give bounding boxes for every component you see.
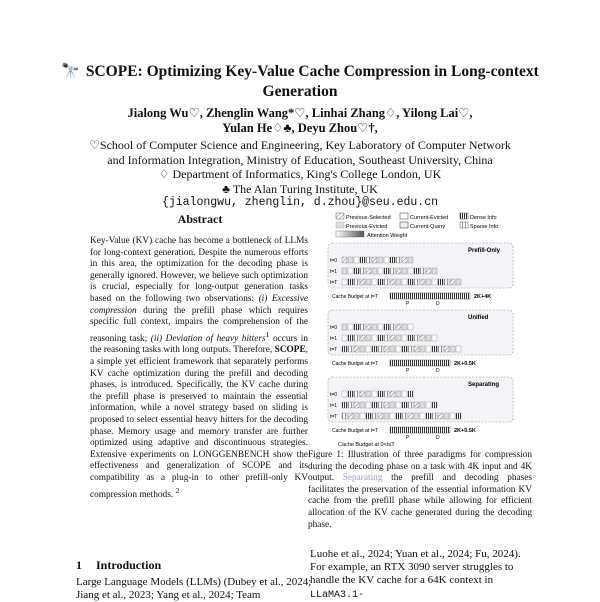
budget-size: 2K+0.5K	[454, 361, 476, 367]
affiliation-kcl: ♢ Department of Informatics, King's College London, UK	[158, 167, 442, 181]
cache-cell	[366, 402, 371, 408]
cache-cell	[414, 279, 419, 285]
cache-cell	[396, 346, 401, 352]
abstract-observation-1: (i) Excessive compression	[90, 293, 308, 316]
cache-cell	[420, 346, 425, 352]
cache-cell	[384, 335, 389, 341]
section-title: Introduction	[96, 558, 162, 572]
cache-cell	[354, 324, 359, 330]
abstract-heading: Abstract	[177, 212, 223, 226]
cache-cell	[366, 279, 371, 285]
cache-cell	[444, 279, 449, 285]
cache-cell	[408, 257, 413, 263]
cache-cell	[450, 346, 455, 352]
caption-highlight: Separating	[342, 473, 383, 484]
cache-cell	[408, 346, 413, 352]
cache-cell	[342, 279, 347, 285]
cache-cell	[402, 346, 407, 352]
cache-cell	[378, 268, 383, 274]
cache-cell	[348, 324, 353, 330]
cache-cell	[432, 402, 437, 408]
cache-cell	[402, 335, 407, 341]
cache-cell	[378, 279, 383, 285]
cache-cell	[432, 413, 437, 419]
cache-cell	[378, 335, 383, 341]
cache-cell	[402, 257, 407, 263]
cache-cell	[438, 346, 443, 352]
cache-cell	[354, 346, 359, 352]
cache-cell	[348, 257, 353, 263]
axis-label: P	[406, 301, 410, 307]
cache-cell	[414, 413, 419, 419]
budget-label: Cache Budget at t=T	[332, 428, 379, 434]
cache-cell	[408, 402, 413, 408]
axis-label: D	[436, 368, 440, 374]
row-label: t=T	[330, 280, 338, 286]
cache-cell	[372, 346, 377, 352]
budget-size: 2K+4K	[474, 294, 492, 300]
section-heading-introduction	[76, 558, 161, 573]
figure-caption	[308, 450, 532, 531]
cache-cell	[348, 413, 353, 419]
cache-cell	[426, 268, 431, 274]
footnote-marker-1[interactable]: 1	[265, 329, 270, 339]
cache-cell	[354, 335, 359, 341]
footnote-marker-2[interactable]: 2	[175, 485, 180, 495]
cache-cell	[378, 413, 383, 419]
cache-cell	[420, 279, 425, 285]
abstract-text-4: , a simple yet efficient framework that separately performs KV cache optimization during the prefill and decoding phases, is introduced. Specifically, the KV cache during the prefill phase is preserved to maintain the essential information, while a novel strategy based on sliding is proposed to select essential heavy hitters for the decoding phase. Memory usage and memory transfer are further optimized using adaptive and discontinuous strategies. Extensive experiments on LONGGENBENCH show the effectiveness and generalization of SCOPE and its compatibility as a plug-in to other prefill-only KV compression methods.	[90, 345, 308, 500]
cache-cell	[390, 324, 395, 330]
cache-cell	[366, 268, 371, 274]
cache-cell	[354, 257, 359, 263]
figure-legend	[336, 213, 498, 239]
legend-dense: Dense Info	[470, 215, 497, 221]
cache-cell	[396, 391, 401, 397]
cache-cell	[348, 346, 353, 352]
abstract-scope-name: SCOPE	[274, 345, 306, 356]
cache-cell	[456, 413, 461, 419]
cache-cell	[384, 257, 389, 263]
budget-label: Cache Budget at t=T	[332, 361, 379, 367]
cache-cell	[366, 324, 371, 330]
cache-cell	[408, 324, 413, 330]
cache-cell	[360, 324, 365, 330]
cache-cell	[384, 413, 389, 419]
cache-cell	[420, 335, 425, 341]
budget-size: 2K+0.5K	[454, 428, 476, 434]
cache-cell	[390, 402, 395, 408]
cache-cell	[390, 257, 395, 263]
cache-cell	[420, 402, 425, 408]
cache-cell	[426, 335, 431, 341]
axis-label: P	[406, 368, 410, 374]
cache-cell	[396, 413, 401, 419]
cache-cell	[420, 268, 425, 274]
cache-cell	[408, 335, 413, 341]
axis-label: P	[406, 435, 410, 441]
cache-cell	[396, 402, 401, 408]
cache-cell	[354, 279, 359, 285]
cache-cell	[444, 346, 449, 352]
budget-bar	[390, 293, 470, 299]
cache-cell	[360, 257, 365, 263]
cache-cell	[366, 346, 371, 352]
introduction-text: Large Language Models (LLMs) (Dubey et al., 2024; Jiang et al., 2023; Yang et al., 2024; Team	[76, 576, 312, 601]
cache-cell	[378, 391, 383, 397]
cache-cell	[390, 279, 395, 285]
cache-cell	[432, 335, 437, 341]
budget-label: Cache Budget at t=T	[332, 294, 379, 300]
cache-cell	[426, 346, 431, 352]
cache-cell	[396, 335, 401, 341]
cache-cell	[414, 346, 419, 352]
cache-cell	[402, 413, 407, 419]
cache-cell	[414, 335, 419, 341]
legend-prev-selected: Previous-Selected	[346, 215, 391, 221]
cache-cell	[354, 268, 359, 274]
axis-label: D	[436, 301, 440, 307]
cache-cell	[432, 279, 437, 285]
cache-cell	[414, 402, 419, 408]
cache-cell	[396, 324, 401, 330]
cache-cell	[354, 402, 359, 408]
cache-cell	[432, 268, 437, 274]
cache-cell	[402, 324, 407, 330]
panel-label: Unified	[468, 315, 489, 321]
cache-cell	[384, 402, 389, 408]
abstract-text-3: occurs in the reasoning tasks with long outputs. Therefore,	[90, 333, 308, 356]
cache-cell	[354, 413, 359, 419]
right-column-text	[310, 548, 536, 602]
cache-cell	[402, 279, 407, 285]
affiliation-seu: ♡School of Computer Science and Engineering, Key Laboratory of Computer Network	[89, 138, 511, 152]
cache-cell	[372, 324, 377, 330]
cache-cell	[348, 335, 353, 341]
row-label: t=0	[330, 325, 338, 331]
cache-cell	[390, 413, 395, 419]
right-text-1: Luohe et al., 2024; Yuan et al., 2024; Fu, 2024). For example, an RTX 3090 server struggles to handle the KV cache for a 64K context in	[310, 548, 521, 587]
cache-cell	[366, 413, 371, 419]
affiliations	[40, 138, 560, 211]
cache-cell	[420, 413, 425, 419]
model-name: LLaMA3.1-	[310, 589, 365, 601]
authors-line-2: Yulan He♢♣, Deyu Zhou♡†,	[222, 121, 378, 135]
cache-cell	[372, 335, 377, 341]
cache-cell	[450, 413, 455, 419]
cache-cell	[408, 413, 413, 419]
abstract-text-2: during the prefill phase which requires specific full context, impairs the comprehension of the reasoning task;	[90, 305, 308, 344]
cache-cell	[402, 391, 407, 397]
cache-cell	[432, 346, 437, 352]
row-label: t=1	[330, 269, 338, 275]
cache-cell	[348, 391, 353, 397]
section-number: 1	[76, 558, 82, 572]
affiliation-turing: ♣ The Alan Turing Institute, UK	[222, 181, 378, 196]
cache-cell	[360, 268, 365, 274]
cache-cell	[342, 346, 347, 352]
cache-cell	[360, 335, 365, 341]
legend-prev-evicted: Previous-Evicted	[346, 224, 388, 230]
cache-cell	[354, 391, 359, 397]
cache-cell	[450, 279, 455, 285]
abstract-text-1: Key-Value (KV) cache has become a bottleneck of LLMs for long-context generation. Despite the numerous efforts in this area, the optimization for the decoding phase is generally ignored. However, we believe such optimization is crucial, especially for long-output generation tasks based on the following two observations:	[90, 236, 308, 304]
cache-cell	[384, 346, 389, 352]
affiliation-seu-cont: and Information Integration, Ministry of Education, Southeast University, China	[107, 152, 493, 167]
cache-cell	[396, 279, 401, 285]
row-label: t=1	[330, 403, 338, 409]
legend-sparse: Sparse Info	[470, 224, 499, 230]
budget-bar	[390, 427, 450, 433]
cache-cell	[366, 335, 371, 341]
figure-1	[318, 210, 518, 450]
cache-cell	[438, 413, 443, 419]
cache-cell	[366, 257, 371, 263]
abstract-body	[90, 236, 308, 501]
cache-cell	[456, 279, 461, 285]
cache-cell	[390, 346, 395, 352]
cache-cell	[378, 402, 383, 408]
cache-cell	[342, 324, 347, 330]
cache-cell	[342, 335, 347, 341]
cache-cell	[402, 268, 407, 274]
cache-cell	[372, 279, 377, 285]
cache-cell	[384, 279, 389, 285]
telescope-logo-icon: 🔭	[61, 64, 80, 80]
row-label: t=T	[330, 414, 338, 420]
cache-cell	[414, 268, 419, 274]
cache-cell	[384, 324, 389, 330]
cache-cell	[348, 279, 353, 285]
authors-line-1: Jialong Wu♡, Zhenglin Wang*♡, Linhai Zhang♢, Yilong Lai♡,	[127, 106, 473, 120]
cache-cell	[342, 257, 347, 263]
paper-title-block	[60, 62, 540, 101]
cache-cell	[384, 391, 389, 397]
cache-cell	[390, 335, 395, 341]
axis-label: D	[436, 435, 440, 441]
cache-cell	[360, 402, 365, 408]
cache-cell	[342, 413, 347, 419]
cache-cell	[408, 268, 413, 274]
cache-cell	[348, 268, 353, 274]
cache-cell	[342, 402, 347, 408]
author-emails: {jialongwu, zhenglin, d.zhou}@seu.edu.cn	[161, 196, 439, 209]
caption-text-2: the prefill and decoding phases facilitates the preservation of the essential information KV cache from the prefill phase while allowing for efficient allocation of the KV cache generated during the decoding phase.	[308, 473, 532, 530]
cache-cell	[396, 257, 401, 263]
cache-cell	[390, 391, 395, 397]
row-label: t=0	[330, 258, 338, 264]
caption-text-1: Figure 1: Illustration of three paradigms for compression during the decoding phase on a task with 4K input and 4K output.	[308, 450, 532, 484]
cache-cell	[402, 402, 407, 408]
cache-cell	[378, 324, 383, 330]
cache-cell	[426, 279, 431, 285]
cache-cell	[426, 402, 431, 408]
cache-cell	[408, 279, 413, 285]
cache-cell	[360, 413, 365, 419]
abstract-observation-2: (ii) Deviation of heavy hitters	[150, 333, 266, 344]
author-list	[40, 106, 560, 136]
cache-cell	[438, 279, 443, 285]
cache-cell	[444, 413, 449, 419]
cache-cell	[390, 268, 395, 274]
cache-cell	[378, 346, 383, 352]
panel-label: Separating	[468, 382, 500, 388]
cache-cell	[456, 346, 461, 352]
cache-cell	[342, 268, 347, 274]
row-label: t=T	[330, 347, 338, 353]
cache-cell	[372, 391, 377, 397]
cache-cell	[372, 257, 377, 263]
cache-cell	[360, 346, 365, 352]
cache-cell	[372, 268, 377, 274]
cache-cell	[384, 268, 389, 274]
cache-cell	[366, 391, 371, 397]
legend-attention: Attention Weight	[367, 233, 408, 239]
row-label: t=0	[330, 392, 338, 398]
cache-cell	[372, 402, 377, 408]
budget-bar	[390, 360, 450, 366]
cache-cell	[372, 413, 377, 419]
panel-label: Prefill-Only	[468, 248, 501, 254]
figure-footer: Cache Budget at 0<t≤T	[338, 442, 395, 448]
legend-curr-evicted: Current-Evicted	[410, 215, 449, 221]
cache-cell	[426, 413, 431, 419]
cache-cell	[342, 391, 347, 397]
cache-cell	[396, 268, 401, 274]
cache-cell	[360, 279, 365, 285]
cache-cell	[348, 402, 353, 408]
row-label: t=1	[330, 336, 338, 342]
cache-cell	[360, 391, 365, 397]
cache-cell	[408, 391, 413, 397]
legend-curr-query: Current-Query	[410, 224, 446, 230]
cache-cell	[378, 257, 383, 263]
paper-title: SCOPE: Optimizing Key-Value Cache Compression in Long-context Generation	[85, 63, 539, 100]
